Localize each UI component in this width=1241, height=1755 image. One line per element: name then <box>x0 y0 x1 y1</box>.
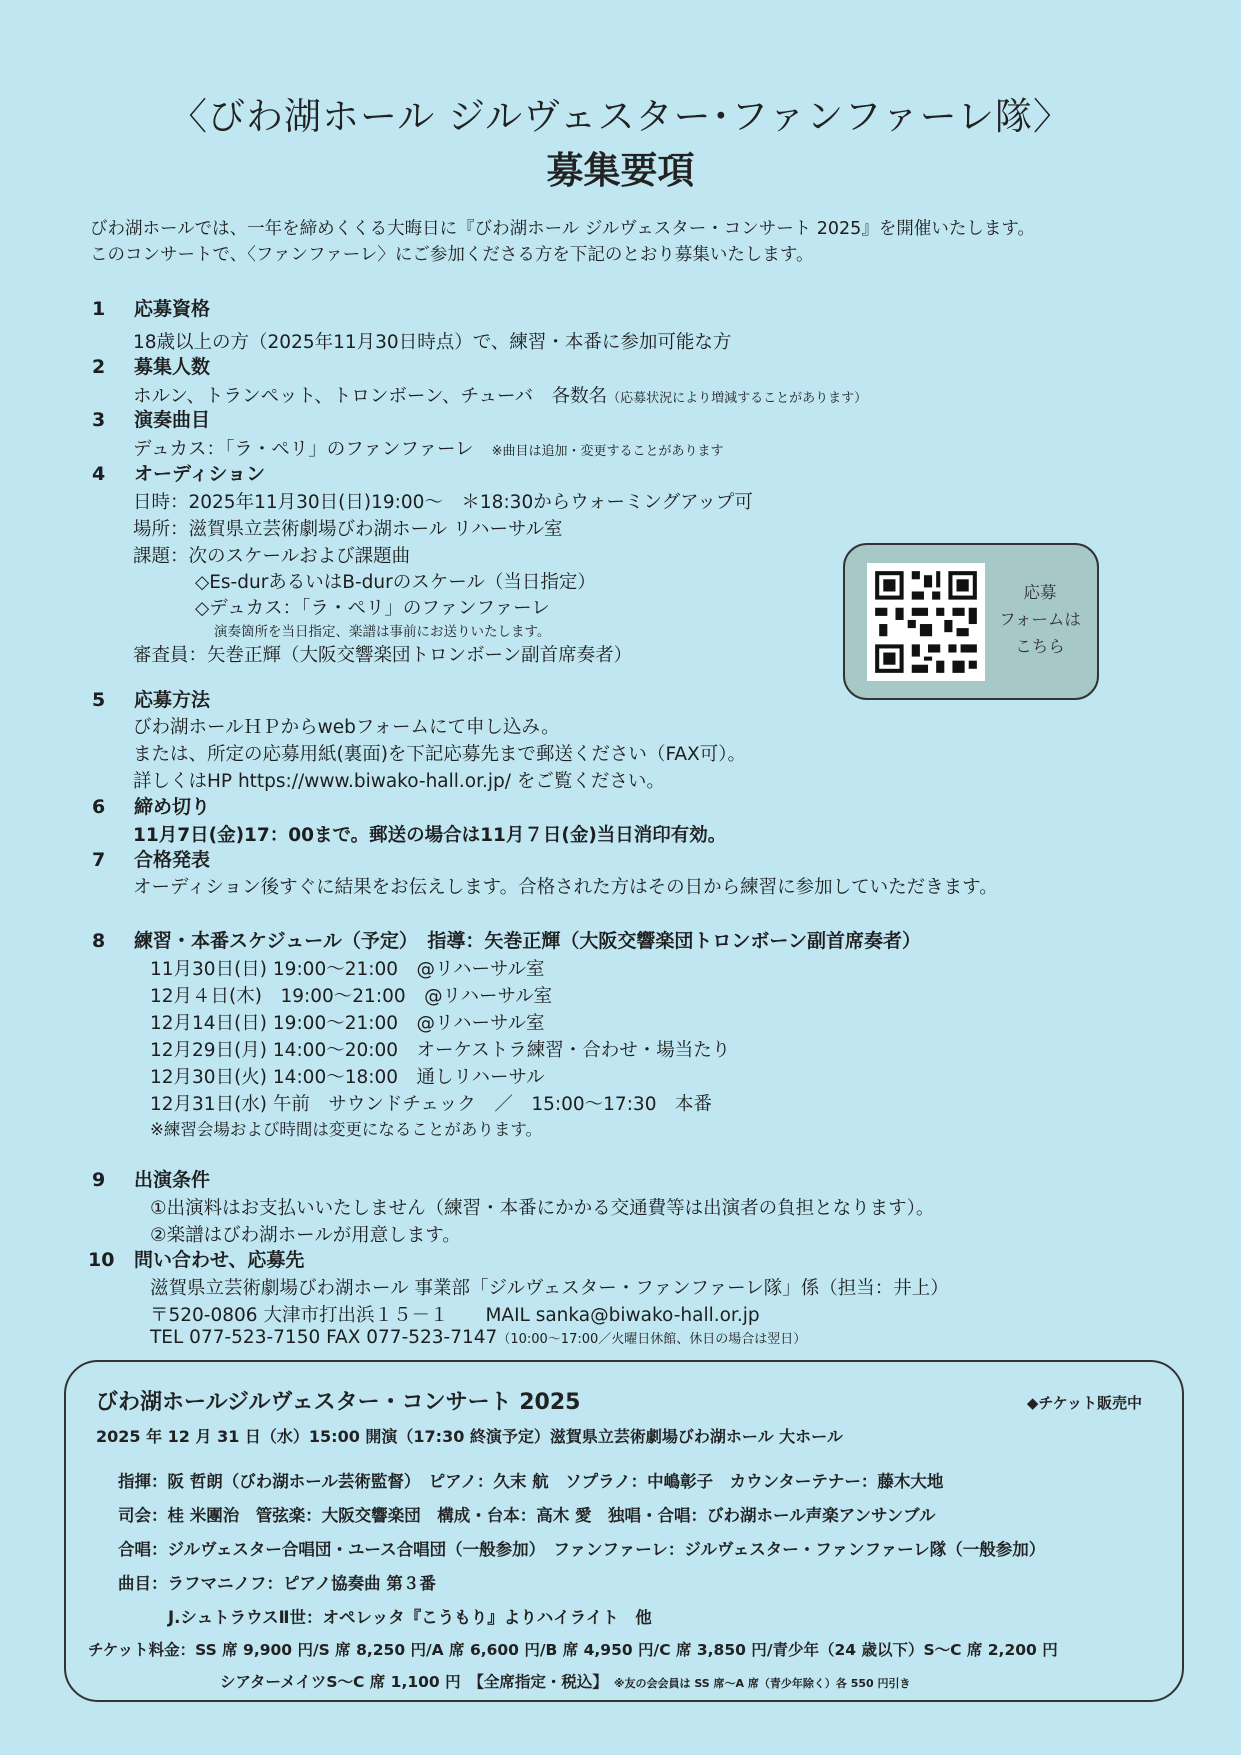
audition-item-scale: ◇Es-durあるいはB-durのスケール（当日指定） <box>195 572 596 593</box>
apply-method-1: びわ湖ホールＨＰからwebフォームにて申し込み。 <box>133 717 560 738</box>
audition-place: 場所：滋賀県立芸術劇場びわ湖ホール リハーサル室 <box>133 519 563 540</box>
section-title: 問い合わせ、応募先 <box>134 1249 305 1271</box>
ticket-member-discount: ※友の会会員は SS 席～A 席（青少年除く）各 550 円引き <box>613 1677 911 1690</box>
section-6-heading <box>92 792 210 819</box>
section-title: 練習・本番スケジュール（予定） 指導：矢巻正輝（大阪交響楽団トロンボーン副首席奏者） <box>134 930 921 952</box>
condition-1: ①出演料はお支払いいたしません（練習・本番にかかる交通費等は出演者の負担となります）。 <box>150 1198 935 1219</box>
section-8-heading <box>92 926 921 953</box>
section-title: 締め切り <box>134 796 211 818</box>
section-number: 6 <box>92 796 106 818</box>
concert-chorus: 合唱：ジルヴェスター合唱団・ユース合唱団（一般参加） ファンファーレ：ジルヴェスター・ファンファーレ隊（一般参加） <box>118 1540 1046 1559</box>
qr-label-line-3: こちら <box>1015 637 1065 656</box>
ticket-theater-mates <box>220 1670 911 1692</box>
audition-item-note: 演奏箇所を当日指定、楽譜は事前にお送りいたします。 <box>214 624 551 640</box>
qr-code-icon[interactable] <box>867 563 985 681</box>
qr-code-box[interactable] <box>843 543 1099 700</box>
section-2-heading <box>92 352 210 379</box>
section-1-text: 18歳以上の方（2025年11月30日時点）で、練習・本番に参加可能な方 <box>133 332 732 353</box>
schedule-row: 12月４日(木) 19:00～21:00 @リハーサル室 <box>150 986 553 1007</box>
qr-label <box>985 579 1095 660</box>
schedule-note: ※練習会場および時間は変更になることがあります。 <box>150 1120 543 1139</box>
result-text: オーディション後すぐに結果をお伝えします。合格された方はその日から練習に参加していただきます。 <box>133 877 998 898</box>
section-number: 1 <box>92 298 106 320</box>
section-number: 9 <box>92 1169 106 1191</box>
section-3-heading <box>92 405 210 432</box>
apply-method-2: または、所定の応募用紙(裏面)を下記応募先まで郵送ください（FAX可）。 <box>133 744 746 765</box>
section-1-heading <box>92 294 210 321</box>
contact-hours: （10:00～17:00／火曜日休館、休日の場合は翌日） <box>497 1332 807 1347</box>
concert-performers-2: 司会：桂 米團治 管弦楽：大阪交響楽団 構成・台本：高木 愛 独唱・合唱：びわ湖ホール声楽アンサンブル <box>118 1506 936 1525</box>
section-2-text <box>133 382 867 408</box>
qr-label-line-2: フォームは <box>999 610 1081 629</box>
section-9-heading <box>92 1165 210 1192</box>
concert-title: びわ湖ホールジルヴェスター・コンサート 2025 <box>96 1390 581 1415</box>
recruit-count-note: （応募状況により増減することがあります） <box>607 391 868 406</box>
section-3-text <box>133 435 724 461</box>
contact-phone <box>150 1327 806 1348</box>
section-number: 7 <box>92 849 106 871</box>
section-number: 4 <box>92 463 106 485</box>
page-title: 〈びわ湖ホール ジルヴェスター･ファンファーレ隊〉 <box>170 95 1071 138</box>
audition-datetime: 日時：2025年11月30日(日)19:00～ ＊18:30からウォーミングアップ可 <box>133 492 753 513</box>
section-title: 出演条件 <box>134 1169 211 1191</box>
section-title: 募集人数 <box>134 356 211 378</box>
section-7-heading <box>92 845 210 872</box>
concert-program-1: 曲目：ラフマニノフ：ピアノ協奏曲 第３番 <box>118 1574 436 1593</box>
section-5-heading <box>92 685 210 712</box>
condition-2: ②楽譜はびわ湖ホールが用意します。 <box>150 1225 461 1246</box>
section-number: 2 <box>92 356 106 378</box>
ticket-prices: チケット料金：SS 席 9,900 円/S 席 8,250 円/A 席 6,600 円/B 席 4,950 円/C 席 3,850 円/青少年（24 歳以下）S～C 席 2,200 円 <box>88 1641 1058 1659</box>
program-note: ※曲目は追加・変更することがあります <box>491 444 724 459</box>
contact-office: 滋賀県立芸術劇場びわ湖ホール 事業部「ジルヴェスター・ファンファーレ隊」係（担当：井上） <box>150 1278 949 1299</box>
contact-tel-fax: TEL 077-523-7150 FAX 077-523-7147 <box>150 1327 498 1348</box>
audition-subject: 課題：次のスケールおよび課題曲 <box>133 546 411 567</box>
section-4-heading <box>92 459 265 486</box>
concert-performers-1: 指揮：阪 哲朗（びわ湖ホール芸術監督） ピアノ：久末 航 ソプラノ：中嶋彰子 カウンターテナー：藤木大地 <box>118 1472 944 1491</box>
schedule-row: 12月30日(火) 14:00～18:00 通しリハーサル <box>150 1067 545 1088</box>
concert-info-box <box>64 1360 1184 1702</box>
section-title: 応募資格 <box>134 298 211 320</box>
recruit-count: ホルン、トランペット、トロンボーン、チューバ 各数名 <box>133 386 608 407</box>
qr-label-line-1: 応募 <box>1023 583 1057 602</box>
concert-date: 2025 年 12 月 31 日（水）15:00 開演（17:30 終演予定）滋賀県立芸術劇場びわ湖ホール 大ホール <box>96 1427 843 1446</box>
contact-address-mail[interactable]: 〒520-0806 大津市打出浜１５－１ MAIL sanka@biwako-hall.or.jp <box>150 1305 760 1326</box>
section-number: 3 <box>92 409 106 431</box>
ticket-theater-mates-price: シアターメイツS～C 席 1,100 円 【全席指定・税込】 <box>220 1673 608 1691</box>
intro-line-2: このコンサートで、〈ファンファーレ〉にご参加くださる方を下記のとおり募集いたします。 <box>90 245 814 265</box>
section-title: 合格発表 <box>134 849 211 871</box>
section-title: オーディション <box>134 463 266 485</box>
section-number: 5 <box>92 689 106 711</box>
intro-text <box>90 216 1035 268</box>
section-number: 10 <box>88 1249 115 1271</box>
schedule-row: 11月30日(日) 19:00～21:00 @リハーサル室 <box>150 959 545 980</box>
section-title: 応募方法 <box>134 689 211 711</box>
section-number: 8 <box>92 930 106 952</box>
concert-program-2: J.シュトラウスⅡ世：オペレッタ『こうもり』よりハイライト 他 <box>168 1608 652 1627</box>
ticket-badge: ◆チケット販売中 <box>1026 1394 1142 1412</box>
apply-method-3[interactable]: 詳しくはHP https://www.biwako-hall.or.jp/ をご覧ください。 <box>133 771 665 792</box>
section-10-heading <box>88 1245 304 1272</box>
intro-line-1: びわ湖ホールでは、一年を締めくくる大晦日に『びわ湖ホール ジルヴェスター・コンサート 2025』を開催いたします。 <box>90 219 1035 239</box>
section-title: 演奏曲目 <box>134 409 211 431</box>
audition-item-piece: ◇デュカス：「ラ・ペリ」のファンファーレ <box>195 598 550 619</box>
schedule-row: 12月14日(日) 19:00～21:00 @リハーサル室 <box>150 1013 545 1034</box>
page-subtitle: 募集要項 <box>546 149 695 192</box>
schedule-row: 12月29日(月) 14:00～20:00 オーケストラ練習・合わせ・場当たり <box>150 1040 731 1061</box>
deadline-text: 11月7日(金)17：00まで。郵送の場合は11月７日(金)当日消印有効。 <box>133 825 727 846</box>
schedule-row: 12月31日(水) 午前 サウンドチェック ／ 15:00～17:30 本番 <box>150 1094 712 1115</box>
audition-judge: 審査員：矢巻正輝（大阪交響楽団トロンボーン副首席奏者） <box>133 645 633 666</box>
program-piece: デュカス：「ラ・ペリ」のファンファーレ <box>133 439 474 460</box>
